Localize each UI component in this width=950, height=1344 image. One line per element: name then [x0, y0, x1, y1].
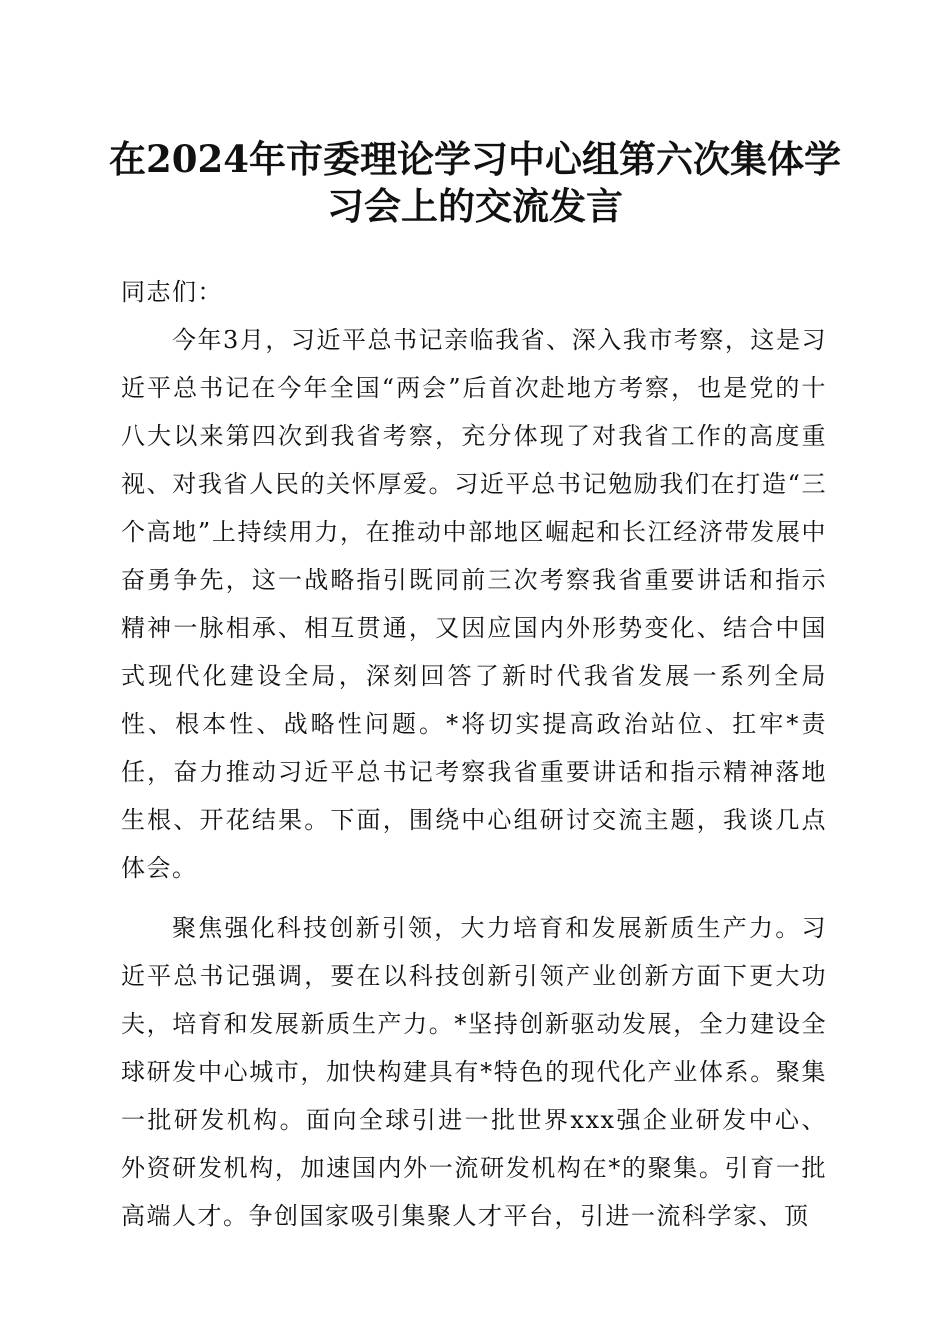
salutation: 同志们： [121, 278, 223, 306]
document-body [121, 268, 827, 1240]
document-title: 在2024年市委理论学习中心组第六次集体学习会上的交流发言 [109, 137, 841, 228]
paragraph-intro: 今年3月，习近平总书记亲临我省、深入我市考察，这是习近平总书记在今年全国“两会”后首次赴地方考察，也是党的十八大以来第四次到我省考察，充分体现了对我省工作的高度重视、对我省人民的关怀厚爱。习近平总书记勉励我们在打造“三个高地”上持续用力，在推动中部地区崛起和长江经济带发展中奋勇争先，这一战略指引既同前三次考察我省重要讲话和指示精神一脉相承、相互贯通，又因应国内外形势变化、结合中国式现代化建设全局，深刻回答了新时代我省发展一系列全局性、根本性、战略性问题。*将切实提高政治站位、扛牢*责任，奋力推动习近平总书记考察我省重要讲话和指示精神落地生根、开花结果。下面，围绕中心组研讨交流主题，我谈几点体会。 [121, 326, 827, 882]
paragraph-innovation: 聚焦强化科技创新引领，大力培育和发展新质生产力。习近平总书记强调，要在以科技创新引领产业创新方面下更大功夫，培育和发展新质生产力。*坚持创新驱动发展，全力建设全球研发中心城市，加快构建具有*特色的现代化产业体系。聚集一批研发机构。面向全球引进一批世界xxx强企业研发中心、外资研发机构，加速国内外一流研发机构在*的聚集。引育一批高端人才。争创国家吸引集聚人才平台，引进一流科学家、顶 [121, 914, 827, 1230]
